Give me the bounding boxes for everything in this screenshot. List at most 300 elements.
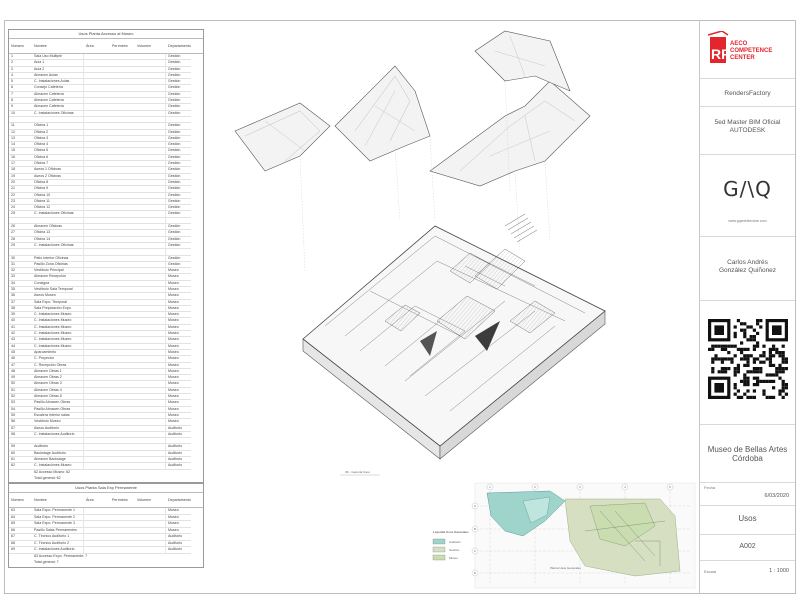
table-cell: Aseos 1 Oficinas [32,167,84,173]
table-cell: Auditorio [166,547,191,554]
table-cell: Museo [166,287,191,293]
table-cell: Almacen Cafetería [32,92,84,98]
aeco-logo-cell [700,21,795,79]
table-cell: 43 [9,337,32,343]
studio-logo: G/\Q [723,177,772,201]
table-cell: 40 [9,318,32,324]
table-cell: 38 [9,306,32,312]
schedule-title: Usos Planta Sala Exp Permanente [9,484,203,493]
table-cell: C. Instalaciones Museo [32,312,84,318]
course-line-1: 5ed Master BIM Oficial [714,119,781,126]
table-cell: 13 [9,136,32,142]
table-cell: 20 [9,180,32,186]
grid-bubble-label: A [473,504,477,508]
table-cell: 28 [9,237,32,243]
column-header: Número [11,497,24,502]
totals-cell: 63 Accesso Expo. Permanente: 7 [34,553,88,558]
sheet-number-cell [700,535,795,561]
svg-text:COMPETENCE: COMPETENCE [729,48,772,54]
table-cell: Aula 1 [32,60,84,66]
table-cell: Pasillo Zona Oficinas [32,262,84,268]
table-cell: C. Proyector [32,356,84,362]
table-cell: 45 [9,350,32,356]
table-cell: Museo [166,394,191,400]
totals-cell [9,560,32,567]
room-schedule-permanent [8,483,204,568]
table-cell: 64 [9,515,32,522]
table-cell: Gestión [166,142,191,148]
schedule-body [9,508,203,554]
table-cell: Oficina 14 [32,237,84,243]
table-cell: 67 [9,534,32,541]
table-cell: C. Instalaciones Museo [32,318,84,324]
table-cell: Museo [166,344,191,350]
table-cell: Gestión [166,54,191,60]
qr-cell [700,301,795,425]
table-cell: 25 [9,211,32,217]
table-cell: Almacen Cafetería [32,104,84,110]
table-cell: Consejo Cafetería [32,85,84,91]
table-cell: Oficina 7 [32,161,84,167]
column-header: Volumen [137,497,151,502]
table-cell: 69 [9,547,32,554]
scale-label: Escala [704,569,717,574]
table-cell: 6 [9,85,32,91]
column-header: Volumen [137,43,151,48]
svg-text:CENTER: CENTER [729,55,755,61]
table-cell: 53 [9,400,32,406]
table-cell: 39 [9,312,32,318]
schedule-header [9,39,203,54]
legend-label: Museo [449,556,459,560]
table-cell: 55 [9,413,32,419]
table-cell: 34 [9,281,32,287]
totals-cell: Total general: 62 [34,475,61,480]
grid-bubble-label: 5 [669,485,671,489]
date-label: Fecha [704,485,716,490]
table-cell: 12 [9,130,32,136]
table-cell: Gestión [166,92,191,98]
totals-cell [135,476,166,482]
table-cell: Auditorio [166,534,191,541]
table-cell: Aseos 2 Oficinas [32,174,84,180]
table-cell: 35 [9,287,32,293]
table-cell: 56 [9,419,32,425]
building-slab [303,226,605,446]
table-cell: Gestión [166,193,191,199]
totals-cell [166,560,191,567]
table-cell: 54 [9,407,32,413]
table-cell: C. Recepción Obras [32,363,84,369]
table-cell: 29 [9,243,32,249]
table-cell: C. Instalaciones Aulas [32,79,84,85]
legend-label: Gestión [449,548,460,552]
table-cell: Museo [166,369,191,375]
table-cell: Auditorio [166,457,191,463]
totals-cell [166,476,191,482]
table-cell: Sala Uso Multiple [32,54,84,60]
table-cell: 3 [9,67,32,73]
table-cell: 62 [9,463,32,469]
table-cell: Oficina 4 [32,142,84,148]
table-cell: Sala Preparación Expo [32,306,84,312]
table-cell: C. Instalaciones Oficinas [32,111,84,117]
table-cell: Aparcamiento [32,350,84,356]
table-cell: Gestión [166,186,191,192]
table-cell: 9 [9,104,32,110]
table-cell: Almacen Cafetería [32,98,84,104]
table-cell: Sala Expo. Permanente 3 [32,521,84,528]
table-cell: Gestión [166,111,191,117]
table-cell: Almacen Recepción [32,274,84,280]
table-cell: Oficina 13 [32,230,84,236]
table-cell: Oficina 2 [32,130,84,136]
column-header: Departamento [168,43,191,48]
table-cell: Museo [166,337,191,343]
table-cell: 30 [9,256,32,262]
table-cell: Museo [166,306,191,312]
table-cell: Gestión [166,243,191,249]
table-cell: 59 [9,444,32,450]
table-cell: Museo [166,274,191,280]
table-cell: 33 [9,274,32,280]
table-cell: 37 [9,300,32,306]
table-cell: 26 [9,224,32,230]
table-cell: Oficina 10 [32,193,84,199]
column-header: Perímetro [112,43,128,48]
table-cell: 60 [9,451,32,457]
table-cell: Almacen Oficinas [32,224,84,230]
date-value: 6/03/2020 [764,493,789,499]
table-cell: 18 [9,167,32,173]
table-cell: Museo [166,325,191,331]
table-cell: 57 [9,426,32,432]
table-cell: Gestión [166,167,191,173]
table-cell: 44 [9,344,32,350]
totals-cell [9,476,32,482]
table-cell: 42 [9,331,32,337]
table-cell: 63 [9,508,32,515]
author-name-line-2: González Quiñonez [718,267,777,274]
table-cell: Aseos Museo [32,293,84,299]
table-cell: 11 [9,123,32,129]
table-cell: Backstage Auditorio [32,451,84,457]
table-cell: Gestión [166,73,191,79]
table-cell: Museo [166,375,191,381]
table-cell: Patio Interior Oficinas [32,256,84,262]
table-cell: 21 [9,186,32,192]
table-cell: Gestión [166,205,191,211]
grid-bubble-label: 1 [489,485,491,489]
legend-swatch [433,547,445,552]
table-cell: 19 [9,174,32,180]
table-cell: Museo [166,318,191,324]
table-cell: Oficina 6 [32,155,84,161]
table-cell: 65 [9,521,32,528]
roof-piece-west [235,103,330,171]
table-cell: Gestión [166,161,191,167]
table-cell: 2 [9,60,32,66]
table-cell: Gestión [166,79,191,85]
building-axonometric [303,214,605,459]
table-cell: Pasillo Almacen Obras [32,407,84,413]
schedule-body [9,54,203,470]
grid-bubble-label: B [473,527,477,531]
column-header: Nombre [34,43,47,48]
brand-name: RendersFactory [724,90,771,97]
table-cell: C. Instalaciones Auditorio [32,547,84,554]
table-cell: 32 [9,268,32,274]
table-cell: 16 [9,155,32,161]
table-cell: Museo [166,407,191,413]
table-cell: Gestión [166,256,191,262]
table-cell: C. Instalaciones Oficinas [32,243,84,249]
table-cell: Museo [166,400,191,406]
table-cell: Vestíbulo Principal [32,268,84,274]
studio-logo-cell [700,155,795,237]
table-cell: Museo [166,381,191,387]
table-cell: Gestión [166,237,191,243]
table-cell: Auditorio [166,541,191,548]
table-cell: Pasillo Almacen Obras [32,400,84,406]
table-cell: Pasillo Salas Permanentes [32,528,84,535]
table-cell: Museo [166,363,191,369]
table-cell: Vestíbulo Sala Temporal [32,287,84,293]
table-cell: Sala Expo. Temporal [32,300,84,306]
table-cell: 10 [9,111,32,117]
scale-field [700,561,795,593]
table-cell: Gestión [166,199,191,205]
table-cell: Museo [166,293,191,299]
table-cell: Oficina 5 [32,148,84,154]
drawing-sheet [4,20,796,594]
table-cell: Gestión [166,104,191,110]
table-cell: 58 [9,432,32,438]
table-cell: 5 [9,79,32,85]
totals-row [9,476,203,482]
table-cell: 15 [9,148,32,154]
room-schedule-main [8,29,204,483]
table-cell: 24 [9,205,32,211]
grid-bubble-label: D [473,571,477,575]
table-cell: Oficina 1 [32,123,84,129]
table-cell: 8 [9,98,32,104]
svg-text:RF: RF [710,46,730,62]
sheet-number: A002 [739,543,756,550]
qr-code-icon [708,319,788,399]
schedule-header [9,493,203,508]
table-cell: Sala Expo. Permanente 1 [32,508,84,515]
table-cell: Museo [166,521,191,528]
table-cell: Museo [166,331,191,337]
table-cell: Auditorio [166,463,191,469]
column-header: Departamento [168,497,191,502]
table-cell: 51 [9,388,32,394]
title-block [699,21,795,593]
table-cell: Almacen Obras 1 [32,369,84,375]
legend-title: Leyenda Usos Generales [433,530,469,534]
course-line-2: AUTODESK [729,127,766,134]
table-cell: C. Instalaciones Museo [32,463,84,469]
table-cell: Escalera Interior salas [32,413,84,419]
sheet-name-cell [700,505,795,535]
table-cell: Consigna [32,281,84,287]
table-cell: C. Técnico Auditorio 1 [32,534,84,541]
table-cell: Oficina 8 [32,180,84,186]
table-cell: 4 [9,73,32,79]
table-cell: 31 [9,262,32,268]
sheet-name: Usos [738,514,757,523]
table-cell: 46 [9,356,32,362]
table-cell: C. Instalaciones Museo [32,337,84,343]
table-cell: Auditorio [166,426,191,432]
table-cell: Almacen Obras 3 [32,381,84,387]
project-name-line-2: Córdoba [732,454,763,463]
table-cell: Oficina 11 [32,199,84,205]
table-cell: Almacen Obras 4 [32,388,84,394]
plan-label: Planta Usos Generales [550,566,581,570]
table-cell: 41 [9,325,32,331]
table-cell: 7 [9,92,32,98]
scale-value: 1 : 1000 [769,568,789,574]
schedule-totals [9,470,203,483]
table-cell: Auditorio [32,444,84,450]
table-cell: Vestíbulo Museo [32,419,84,425]
roof-piece-east [430,81,590,186]
table-cell: Museo [166,350,191,356]
brand-cell [700,79,795,107]
table-cell: C. Instalaciones Museo [32,331,84,337]
table-cell: Gestión [166,148,191,154]
schedule-totals [9,554,203,567]
column-header: Área [86,497,94,502]
table-cell: 27 [9,230,32,236]
grid-bubble-label: 4 [624,485,626,489]
axonometric-drawing [205,21,705,595]
roof-piece-north [475,31,570,91]
table-cell: Gestión [166,130,191,136]
table-cell: Almacen Obras 2 [32,375,84,381]
table-cell: Auditorio [166,444,191,450]
date-field [700,483,795,506]
table-cell: Aseos Auditorio [32,426,84,432]
table-cell: Museo [166,515,191,522]
schedule-title: Usos Planta Accesso al Museo [9,30,203,39]
table-cell: Gestión [166,224,191,230]
table-cell: 49 [9,375,32,381]
table-cell: Almacen Obras 5 [32,394,84,400]
course-cell [700,107,795,155]
table-cell: Museo [166,413,191,419]
table-cell: Gestión [166,136,191,142]
totals-cell [135,560,166,567]
project-name-line-1: Museo de Bellas Artes [707,445,788,454]
table-cell: Museo [166,281,191,287]
legend-swatch [433,555,445,560]
table-cell: 14 [9,142,32,148]
studio-url: www.gqarchitecture.com [728,219,767,223]
table-cell: 48 [9,369,32,375]
table-cell: Gestión [166,262,191,268]
table-cell: Auditorio [166,432,191,438]
table-cell: Museo [166,268,191,274]
table-cell: 36 [9,293,32,299]
table-cell: Almacen Backstage [32,457,84,463]
totals-cell: Total general: 7 [34,560,59,564]
table-cell: Oficina 9 [32,186,84,192]
table-cell: C. Instalaciones Museo [32,344,84,350]
table-cell: 22 [9,193,32,199]
table-cell: Sala Expo. Permanente 2 [32,515,84,522]
table-cell: Gestión [166,67,191,73]
roof-pieces [235,31,590,186]
section-view-label: 3D - General Usos [345,470,370,474]
table-cell: C. Técnico Auditorio 2 [32,541,84,548]
table-cell: Gestión [166,60,191,66]
table-cell: Oficina 3 [32,136,84,142]
table-cell: Museo [166,528,191,535]
table-cell: Museo [166,356,191,362]
column-header: Área [86,43,94,48]
svg-text:AECO: AECO [729,41,747,47]
table-cell: Gestión [166,230,191,236]
table-cell: Gestión [166,180,191,186]
grid-bubble-label: C [473,549,477,553]
table-cell: 23 [9,199,32,205]
legend-swatch [433,539,445,544]
column-header: Nombre [34,497,47,502]
table-cell: Gestión [166,123,191,129]
aeco-logo-icon [708,31,788,71]
table-cell: Museo [166,312,191,318]
totals-row [9,560,203,567]
totals-cell: 62 Accesso Museo: 62 [34,469,71,474]
table-cell: 61 [9,457,32,463]
author-cell [700,237,795,301]
table-cell: 47 [9,363,32,369]
table-cell: 50 [9,381,32,387]
table-cell: 1 [9,54,32,60]
table-cell: Museo [166,300,191,306]
table-cell: Museo [166,388,191,394]
uses-legend [433,530,469,560]
roof-piece-center [335,66,430,161]
grid-bubble-label: 2 [534,485,536,489]
table-cell: Gestión [166,174,191,180]
legend-label: Auditorio [449,540,461,544]
table-cell: Gestión [166,155,191,161]
table-cell: 68 [9,541,32,548]
project-cell [700,425,795,483]
table-cell: Auditorio [166,451,191,457]
table-cell: 66 [9,528,32,535]
table-cell: C. Instalaciones Oficinas [32,211,84,217]
table-cell: Gestión [166,211,191,217]
author-name-line-1: Carlos Andrés [727,259,768,266]
table-cell: Gestión [166,85,191,91]
table-cell: Museo [166,508,191,515]
table-cell: C. Instalaciones Auditorio [32,432,84,438]
column-header: Número [11,43,24,48]
table-cell: C. Instalaciones Museo [32,325,84,331]
column-header: Perímetro [112,497,128,502]
table-cell: Almacen Aulas [32,73,84,79]
site-plan [475,483,695,588]
table-cell: 17 [9,161,32,167]
grid-bubble-label: 3 [579,485,581,489]
table-cell: 52 [9,394,32,400]
table-cell: Museo [166,419,191,425]
